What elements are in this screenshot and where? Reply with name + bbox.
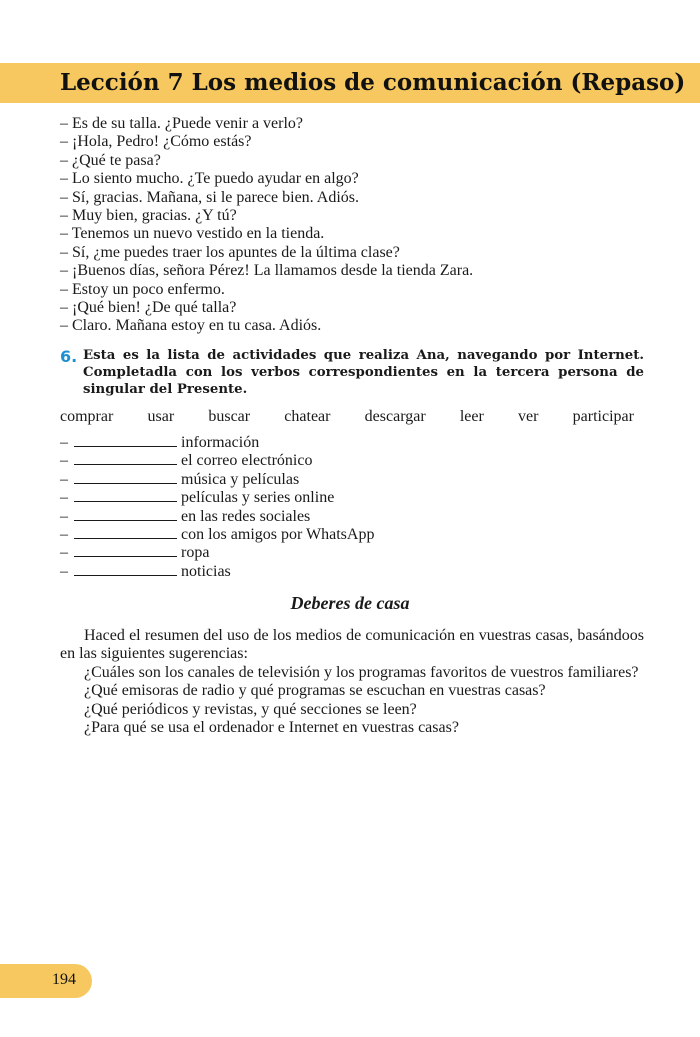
answer-blank[interactable]: [74, 563, 177, 576]
dialogue-line: – ¡Qué bien! ¿De qué talla?: [60, 299, 237, 317]
homework-paragraph: ¿Qué periódicos y revistas, y qué secciones se leen?: [84, 700, 417, 718]
exercise-number: 6.: [60, 347, 78, 366]
homework-paragraph: ¿Cuáles son los canales de televisión y los programas favoritos de vuestros familiares?: [84, 663, 639, 681]
answer-blank[interactable]: [74, 434, 177, 447]
fill-in-item: [60, 452, 374, 470]
item-text: noticias: [181, 562, 231, 580]
verb-item: leer: [459, 408, 484, 425]
item-text: el correo electrónico: [181, 452, 313, 470]
answer-blank[interactable]: [74, 508, 177, 521]
item-dash: –: [60, 507, 68, 525]
fill-in-list: [60, 434, 374, 581]
dialogue-line: – ¿Qué te pasa?: [60, 151, 161, 169]
item-dash: –: [60, 470, 68, 488]
item-dash: –: [60, 544, 68, 562]
lesson-title: Lección 7 Los medios de comunicación (Repaso): [60, 69, 686, 96]
fill-in-item: [60, 471, 374, 489]
dialogue-line: – Sí, ¿me puedes traer los apuntes de la última clase?: [60, 243, 400, 261]
homework-paragraph: Haced el resumen del uso de los medios de comunicación en vuestras casas, basándoos en las siguientes sugerencias:: [60, 627, 644, 663]
item-text: información: [181, 434, 260, 451]
answer-blank[interactable]: [74, 452, 177, 465]
page-number: 194: [52, 971, 76, 988]
fill-in-item: [60, 563, 374, 581]
answer-blank[interactable]: [74, 544, 177, 557]
item-dash: –: [60, 562, 68, 580]
exercise-instruction: Esta es la lista de actividades que realiza Ana, navegando por Internet. Completadla con los verbos correspondientes en la tercera persona de singular del Presente.: [83, 348, 644, 397]
page-number-tab: [0, 964, 92, 998]
dialogue-list: [60, 115, 650, 336]
dialogue-line: – ¡Hola, Pedro! ¿Cómo estás?: [60, 133, 252, 151]
homework-title: Deberes de casa: [290, 593, 410, 613]
item-text: películas y series online: [181, 489, 335, 507]
homework-paragraph: ¿Para qué se usa el ordenador e Internet en vuestras casas?: [84, 719, 459, 737]
verb-item: descargar: [364, 408, 426, 425]
verb-item: buscar: [208, 408, 251, 425]
item-text: con los amigos por WhatsApp: [181, 526, 375, 544]
fill-in-item: [60, 508, 374, 526]
item-text: música y películas: [181, 470, 300, 488]
item-dash: –: [60, 526, 68, 544]
dialogue-line: – Muy bien, gracias. ¿Y tú?: [60, 207, 237, 225]
answer-blank[interactable]: [74, 471, 177, 484]
fill-in-item: [60, 489, 374, 507]
fill-in-item: [60, 434, 374, 452]
item-dash: –: [60, 434, 68, 451]
item-dash: –: [60, 489, 68, 507]
verb-item: ver: [518, 408, 539, 425]
dialogue-line: – Tenemos un nuevo vestido en la tienda.: [60, 225, 325, 243]
verb-item: chatear: [284, 408, 331, 425]
dialogue-line: – ¡Buenos días, señora Pérez! La llamamos desde la tienda Zara.: [60, 262, 474, 280]
dialogue-line: – Es de su talla. ¿Puede venir a verlo?: [60, 115, 304, 132]
dialogue-line: – Sí, gracias. Mañana, si le parece bien. Adiós.: [60, 188, 360, 206]
verb-bank: [60, 408, 634, 426]
answer-blank[interactable]: [74, 526, 177, 539]
dialogue-line: – Estoy un poco enfermo.: [60, 280, 225, 298]
homework-paragraph: ¿Qué emisoras de radio y qué programas se escuchan en vuestras casas?: [84, 682, 546, 700]
dialogue-line: – Lo siento mucho. ¿Te puedo ayudar en algo?: [60, 170, 359, 188]
fill-in-item: [60, 526, 374, 544]
verb-item: comprar: [60, 408, 114, 425]
dialogue-line: – Claro. Mañana estoy en tu casa. Adiós.: [60, 317, 322, 335]
answer-blank[interactable]: [74, 489, 177, 502]
fill-in-item: [60, 544, 374, 562]
item-text: en las redes sociales: [181, 507, 311, 525]
item-dash: –: [60, 452, 68, 470]
exercise-6: [60, 347, 644, 398]
verb-item: usar: [147, 408, 175, 425]
verb-item: participar: [572, 408, 634, 425]
item-text: ropa: [181, 544, 210, 562]
homework-text: [60, 627, 644, 737]
